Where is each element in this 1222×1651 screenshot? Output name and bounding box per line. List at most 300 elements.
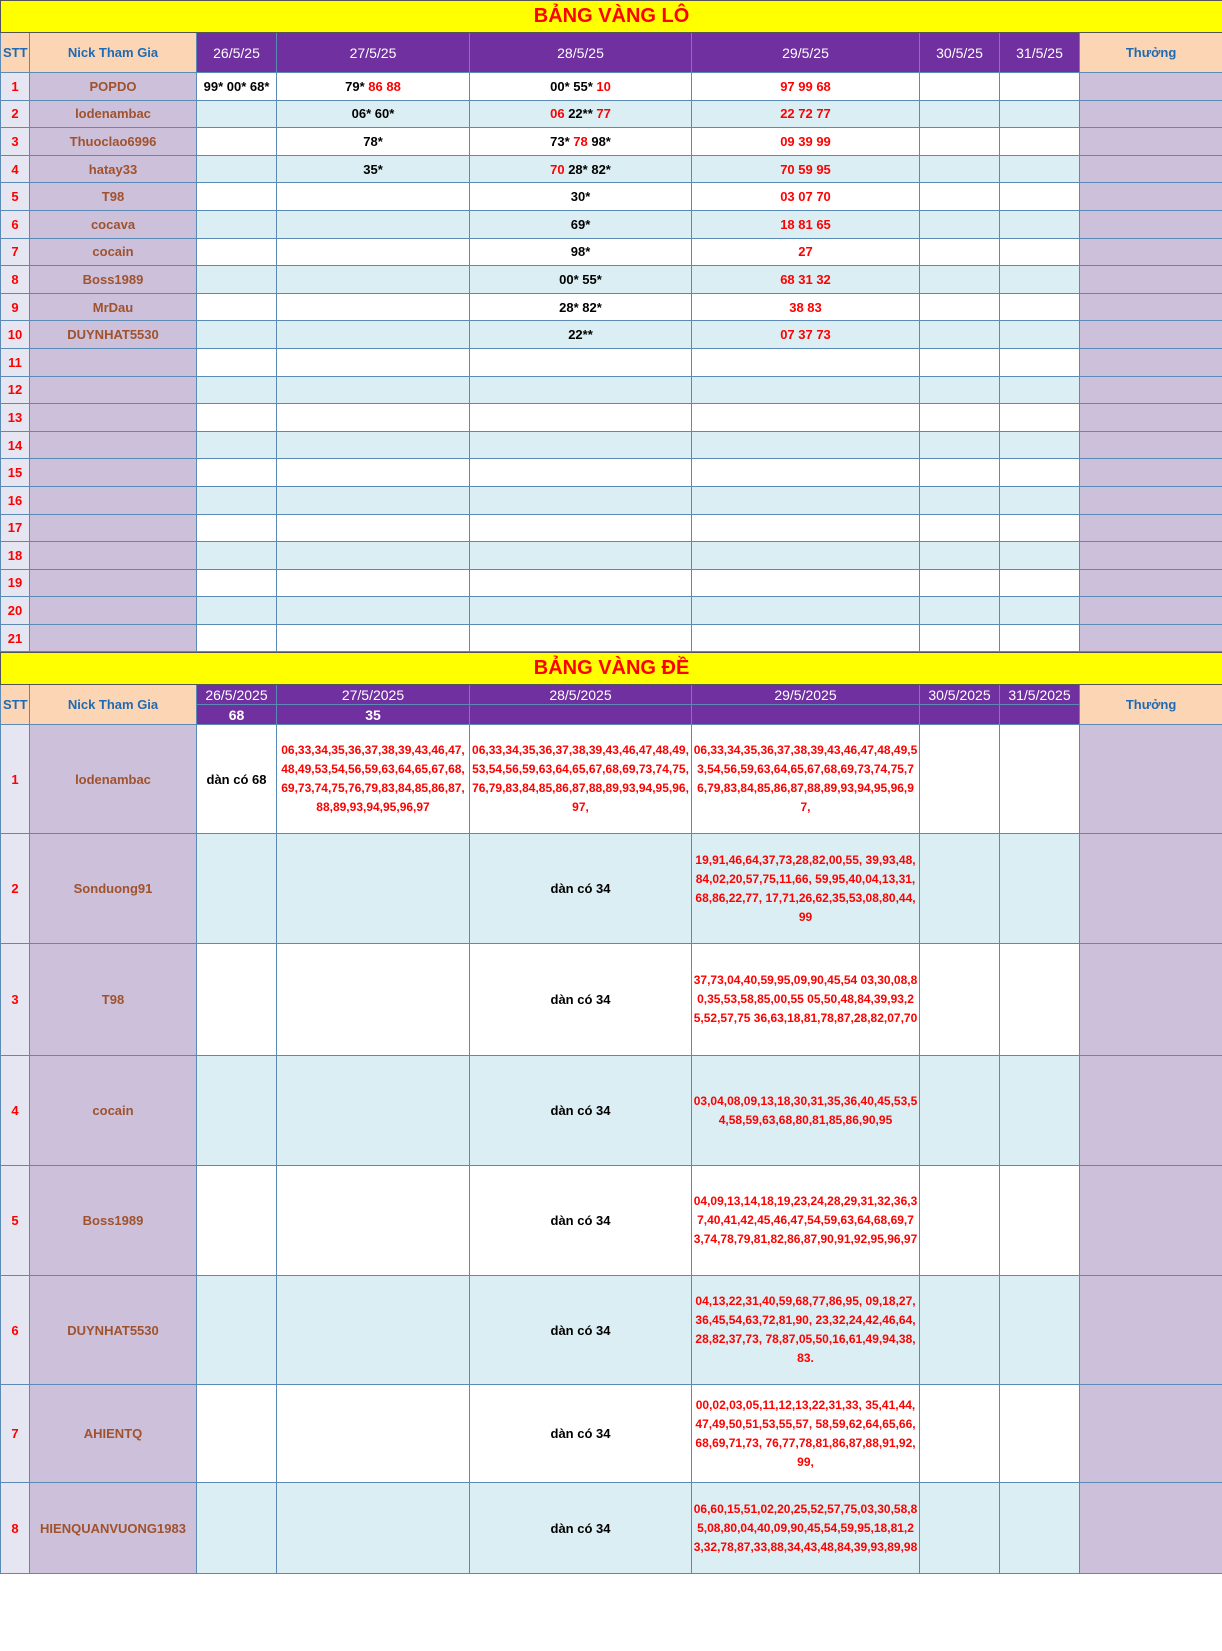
pick-cell	[470, 624, 692, 652]
prize-cell	[1080, 459, 1222, 487]
lo-header-date: 27/5/25	[277, 33, 470, 73]
prize-cell	[1080, 183, 1222, 211]
pick-cell	[470, 514, 692, 542]
table-row	[1, 597, 1222, 625]
pick-cell	[1000, 1166, 1080, 1276]
pick-cell	[1000, 183, 1080, 211]
pick-cell	[197, 486, 277, 514]
pick-cell	[920, 542, 1000, 570]
pick-cell	[197, 834, 277, 944]
prize-cell	[1080, 597, 1222, 625]
row-number: 4	[1, 155, 30, 183]
pick-cell	[470, 542, 692, 570]
prize-cell	[1080, 348, 1222, 376]
pick-cell: dàn có 34	[470, 1166, 692, 1276]
table-row	[1, 1483, 1222, 1574]
lo-header-date: 26/5/25	[197, 33, 277, 73]
de-header-date: 26/5/2025	[197, 685, 277, 705]
pick-cell	[277, 238, 470, 266]
nick-name	[30, 404, 197, 432]
pick-cell	[1000, 293, 1080, 321]
pick-cell: 00* 55* 10	[470, 73, 692, 101]
table-row	[1, 725, 1222, 834]
nick-name: DUYNHAT5530	[30, 321, 197, 349]
pick-cell	[1000, 542, 1080, 570]
row-number: 7	[1, 1385, 30, 1483]
row-number: 18	[1, 542, 30, 570]
prize-cell	[1080, 266, 1222, 294]
row-number: 20	[1, 597, 30, 625]
pick-cell	[197, 293, 277, 321]
pick-cell: 70 59 95	[692, 155, 920, 183]
pick-cell: 06* 60*	[277, 100, 470, 128]
pick-cell	[1000, 210, 1080, 238]
prize-cell	[1080, 376, 1222, 404]
nick-name: AHIENTQ	[30, 1385, 197, 1483]
pick-cell	[1000, 238, 1080, 266]
pick-cell	[1000, 376, 1080, 404]
pick-cell	[692, 624, 920, 652]
pick-cell	[1000, 1276, 1080, 1385]
de-title: BẢNG VÀNG ĐỀ	[1, 653, 1222, 685]
table-row	[1, 210, 1222, 238]
nick-name: DUYNHAT5530	[30, 1276, 197, 1385]
pick-cell	[277, 459, 470, 487]
nick-name: cocain	[30, 1056, 197, 1166]
pick-cell	[197, 569, 277, 597]
nick-name: hatay33	[30, 155, 197, 183]
pick-cell	[1000, 404, 1080, 432]
pick-cell	[920, 1385, 1000, 1483]
nick-name	[30, 431, 197, 459]
nick-name: cocava	[30, 210, 197, 238]
pick-cell: 28* 82*	[470, 293, 692, 321]
nick-name: MrDau	[30, 293, 197, 321]
row-number: 16	[1, 486, 30, 514]
pick-cell	[692, 404, 920, 432]
pick-cell	[1000, 597, 1080, 625]
de-header-stt: STT	[1, 685, 30, 725]
pick-cell	[470, 597, 692, 625]
pick-cell	[1000, 1385, 1080, 1483]
pick-cell: 18 81 65	[692, 210, 920, 238]
pick-cell: 09 39 99	[692, 128, 920, 156]
pick-cell: 04,13,22,31,40,59,68,77,86,95, 09,18,27,36,45,54,63,72,81,90, 23,32,24,42,46,64,28,82,37,73, 78,87,05,50,16,61,49,94,38,83.	[692, 1276, 920, 1385]
pick-cell	[197, 597, 277, 625]
pick-cell	[277, 404, 470, 432]
de-table	[0, 652, 1222, 1574]
table-row	[1, 514, 1222, 542]
nick-name	[30, 348, 197, 376]
row-number: 10	[1, 321, 30, 349]
pick-cell: dàn có 34	[470, 1056, 692, 1166]
pick-cell	[692, 486, 920, 514]
prize-cell	[1080, 1483, 1222, 1574]
pick-cell	[470, 569, 692, 597]
pick-cell	[692, 348, 920, 376]
pick-cell	[920, 431, 1000, 459]
lo-header-prize: Thưởng	[1080, 33, 1222, 73]
row-number: 12	[1, 376, 30, 404]
nick-name	[30, 542, 197, 570]
row-number: 3	[1, 944, 30, 1056]
prize-cell	[1080, 321, 1222, 349]
pick-cell: 38 83	[692, 293, 920, 321]
row-number: 5	[1, 1166, 30, 1276]
pick-cell	[277, 1276, 470, 1385]
table-row	[1, 1166, 1222, 1276]
pick-cell	[277, 183, 470, 211]
pick-cell: dàn có 34	[470, 834, 692, 944]
pick-cell	[920, 100, 1000, 128]
pick-cell	[920, 1483, 1000, 1574]
pick-cell	[920, 569, 1000, 597]
pick-cell	[920, 183, 1000, 211]
nick-name: T98	[30, 183, 197, 211]
pick-cell: 27	[692, 238, 920, 266]
pick-cell	[920, 1166, 1000, 1276]
table-row	[1, 183, 1222, 211]
nick-name: Boss1989	[30, 266, 197, 294]
table-row	[1, 1276, 1222, 1385]
pick-cell	[920, 725, 1000, 834]
lo-table	[0, 0, 1222, 652]
pick-cell	[1000, 73, 1080, 101]
nick-name: cocain	[30, 238, 197, 266]
de-result: 68	[197, 705, 277, 725]
pick-cell	[920, 404, 1000, 432]
pick-cell	[692, 431, 920, 459]
lo-header-date: 31/5/25	[1000, 33, 1080, 73]
row-number: 11	[1, 348, 30, 376]
pick-cell: dàn có 34	[470, 1483, 692, 1574]
prize-cell	[1080, 569, 1222, 597]
nick-name: POPDO	[30, 73, 197, 101]
prize-cell	[1080, 624, 1222, 652]
row-number: 3	[1, 128, 30, 156]
row-number: 15	[1, 459, 30, 487]
table-row	[1, 1385, 1222, 1483]
pick-cell	[277, 293, 470, 321]
row-number: 9	[1, 293, 30, 321]
nick-name	[30, 624, 197, 652]
pick-cell: 06,60,15,51,02,20,25,52,57,75,03,30,58,85,08,80,04,40,09,90,45,54,59,95,18,81,23,32,78,87,33,88,34,43,48,84,39,93,89,98	[692, 1483, 920, 1574]
row-number: 1	[1, 725, 30, 834]
pick-cell: 35*	[277, 155, 470, 183]
lo-header-nick: Nick Tham Gia	[30, 33, 197, 73]
pick-cell	[277, 542, 470, 570]
pick-cell	[197, 376, 277, 404]
prize-cell	[1080, 238, 1222, 266]
table-row	[1, 569, 1222, 597]
lo-header-stt: STT	[1, 33, 30, 73]
pick-cell	[920, 486, 1000, 514]
table-row	[1, 486, 1222, 514]
prize-cell	[1080, 1166, 1222, 1276]
row-number: 8	[1, 266, 30, 294]
pick-cell: 07 37 73	[692, 321, 920, 349]
pick-cell	[920, 514, 1000, 542]
prize-cell	[1080, 404, 1222, 432]
de-header-date: 31/5/2025	[1000, 685, 1080, 705]
row-number: 14	[1, 431, 30, 459]
row-number: 19	[1, 569, 30, 597]
prize-cell	[1080, 514, 1222, 542]
pick-cell: 06,33,34,35,36,37,38,39,43,46,47,48,49,53,54,56,59,63,64,65,67,68,69,73,74,75,76,79,83,84,85,86,87,88,89,93,94,95,96,97,	[692, 725, 920, 834]
pick-cell	[277, 597, 470, 625]
pick-cell	[277, 376, 470, 404]
pick-cell: dàn có 34	[470, 1276, 692, 1385]
pick-cell	[277, 624, 470, 652]
pick-cell	[197, 459, 277, 487]
lo-header-date: 28/5/25	[470, 33, 692, 73]
pick-cell	[920, 944, 1000, 1056]
pick-cell	[197, 1166, 277, 1276]
pick-cell: 00* 55*	[470, 266, 692, 294]
pick-cell: dàn có 34	[470, 944, 692, 1056]
pick-cell: 73* 78 98*	[470, 128, 692, 156]
pick-cell	[920, 321, 1000, 349]
prize-cell	[1080, 542, 1222, 570]
pick-cell	[1000, 944, 1080, 1056]
table-row	[1, 321, 1222, 349]
pick-cell	[197, 1056, 277, 1166]
nick-name	[30, 597, 197, 625]
prize-cell	[1080, 73, 1222, 101]
pick-cell	[920, 348, 1000, 376]
pick-cell	[692, 514, 920, 542]
pick-cell	[692, 597, 920, 625]
prize-cell	[1080, 128, 1222, 156]
pick-cell	[277, 1483, 470, 1574]
prize-cell	[1080, 155, 1222, 183]
nick-name	[30, 569, 197, 597]
row-number: 2	[1, 834, 30, 944]
pick-cell	[470, 486, 692, 514]
pick-cell	[277, 486, 470, 514]
pick-cell: 06,33,34,35,36,37,38,39,43,46,47,48,49,53,54,56,59,63,64,65,67,68,69,73,74,75,76,79,83,84,85,86,87,88,89,93,94,95,96,97	[277, 725, 470, 834]
row-number: 7	[1, 238, 30, 266]
table-row	[1, 624, 1222, 652]
pick-cell: 03 07 70	[692, 183, 920, 211]
de-header-date: 30/5/2025	[920, 685, 1000, 705]
row-number: 6	[1, 210, 30, 238]
pick-cell	[1000, 569, 1080, 597]
pick-cell: dàn có 34	[470, 1385, 692, 1483]
nick-name	[30, 459, 197, 487]
pick-cell	[1000, 321, 1080, 349]
table-row	[1, 431, 1222, 459]
row-number: 17	[1, 514, 30, 542]
pick-cell	[197, 624, 277, 652]
pick-cell	[197, 404, 277, 432]
table-row	[1, 73, 1222, 101]
pick-cell: 22**	[470, 321, 692, 349]
pick-cell	[197, 183, 277, 211]
row-number: 21	[1, 624, 30, 652]
table-row	[1, 155, 1222, 183]
pick-cell	[197, 431, 277, 459]
pick-cell	[277, 834, 470, 944]
pick-cell	[692, 542, 920, 570]
pick-cell	[470, 376, 692, 404]
pick-cell	[470, 459, 692, 487]
nick-name	[30, 486, 197, 514]
pick-cell: 70 28* 82*	[470, 155, 692, 183]
pick-cell	[277, 569, 470, 597]
table-row	[1, 376, 1222, 404]
pick-cell	[920, 1276, 1000, 1385]
table-row	[1, 404, 1222, 432]
pick-cell	[277, 431, 470, 459]
pick-cell	[277, 1056, 470, 1166]
pick-cell: 68 31 32	[692, 266, 920, 294]
pick-cell: 79* 86 88	[277, 73, 470, 101]
table-row	[1, 542, 1222, 570]
pick-cell	[920, 1056, 1000, 1166]
pick-cell	[277, 321, 470, 349]
nick-name: Sonduong91	[30, 834, 197, 944]
pick-cell	[1000, 725, 1080, 834]
pick-cell	[920, 293, 1000, 321]
lo-header-date: 30/5/25	[920, 33, 1000, 73]
pick-cell	[920, 624, 1000, 652]
table-row	[1, 238, 1222, 266]
prize-cell	[1080, 1276, 1222, 1385]
pick-cell	[1000, 128, 1080, 156]
prize-cell	[1080, 1056, 1222, 1166]
pick-cell	[197, 155, 277, 183]
pick-cell: 04,09,13,14,18,19,23,24,28,29,31,32,36,37,40,41,42,45,46,47,54,59,63,64,68,69,73,74,78,79,81,82,86,87,90,91,92,95,96,97	[692, 1166, 920, 1276]
row-number: 5	[1, 183, 30, 211]
table-row	[1, 944, 1222, 1056]
pick-cell	[277, 1385, 470, 1483]
pick-cell	[470, 431, 692, 459]
row-number: 13	[1, 404, 30, 432]
lo-title: BẢNG VÀNG LÔ	[1, 1, 1222, 33]
pick-cell	[920, 155, 1000, 183]
pick-cell: 30*	[470, 183, 692, 211]
pick-cell	[197, 128, 277, 156]
row-number: 4	[1, 1056, 30, 1166]
pick-cell	[197, 321, 277, 349]
de-header-nick: Nick Tham Gia	[30, 685, 197, 725]
table-row	[1, 266, 1222, 294]
pick-cell	[920, 128, 1000, 156]
pick-cell	[197, 348, 277, 376]
nick-name: HIENQUANVUONG1983	[30, 1483, 197, 1574]
table-row	[1, 459, 1222, 487]
pick-cell: 98*	[470, 238, 692, 266]
nick-name: lodenambac	[30, 725, 197, 834]
table-row	[1, 348, 1222, 376]
pick-cell	[692, 459, 920, 487]
pick-cell: 06,33,34,35,36,37,38,39,43,46,47,48,49,53,54,56,59,63,64,65,67,68,69,73,74,75,76,79,83,84,85,86,87,88,89,93,94,95,96,97,	[470, 725, 692, 834]
pick-cell	[1000, 834, 1080, 944]
pick-cell: 99* 00* 68*	[197, 73, 277, 101]
prize-cell	[1080, 431, 1222, 459]
pick-cell	[197, 1276, 277, 1385]
prize-cell	[1080, 100, 1222, 128]
pick-cell	[1000, 514, 1080, 542]
pick-cell	[1000, 431, 1080, 459]
prize-cell	[1080, 293, 1222, 321]
row-number: 8	[1, 1483, 30, 1574]
prize-cell	[1080, 210, 1222, 238]
de-result	[920, 705, 1000, 725]
pick-cell: 78*	[277, 128, 470, 156]
prize-cell	[1080, 486, 1222, 514]
pick-cell	[1000, 155, 1080, 183]
lo-header-date: 29/5/25	[692, 33, 920, 73]
pick-cell: 00,02,03,05,11,12,13,22,31,33, 35,41,44,47,49,50,51,53,55,57, 58,59,62,64,65,66,68,69,71,73, 76,77,78,81,86,87,88,91,92,99,	[692, 1385, 920, 1483]
pick-cell	[920, 73, 1000, 101]
pick-cell: 06 22** 77	[470, 100, 692, 128]
pick-cell: 03,04,08,09,13,18,30,31,35,36,40,45,53,54,58,59,63,68,80,81,85,86,90,95	[692, 1056, 920, 1166]
pick-cell	[920, 210, 1000, 238]
pick-cell	[920, 597, 1000, 625]
pick-cell	[197, 542, 277, 570]
pick-cell	[1000, 624, 1080, 652]
pick-cell	[920, 459, 1000, 487]
table-row	[1, 128, 1222, 156]
pick-cell	[197, 514, 277, 542]
de-result	[470, 705, 692, 725]
pick-cell	[1000, 266, 1080, 294]
de-header-date: 27/5/2025	[277, 685, 470, 705]
prize-cell	[1080, 725, 1222, 834]
pick-cell	[197, 266, 277, 294]
pick-cell	[920, 238, 1000, 266]
pick-cell	[197, 100, 277, 128]
prize-cell	[1080, 834, 1222, 944]
nick-name: T98	[30, 944, 197, 1056]
row-number: 1	[1, 73, 30, 101]
de-header-date: 29/5/2025	[692, 685, 920, 705]
pick-cell	[277, 266, 470, 294]
pick-cell	[1000, 348, 1080, 376]
pick-cell	[1000, 486, 1080, 514]
pick-cell	[197, 1483, 277, 1574]
pick-cell	[277, 210, 470, 238]
pick-cell	[920, 266, 1000, 294]
pick-cell	[470, 348, 692, 376]
pick-cell	[1000, 1483, 1080, 1574]
pick-cell: 19,91,46,64,37,73,28,82,00,55, 39,93,48,84,02,20,57,75,11,66, 59,95,40,04,13,31,68,86,22,77, 17,71,26,62,35,53,08,80,44,99	[692, 834, 920, 944]
row-number: 2	[1, 100, 30, 128]
de-header-prize: Thưởng	[1080, 685, 1222, 725]
table-row	[1, 293, 1222, 321]
pick-cell	[692, 569, 920, 597]
de-result	[692, 705, 920, 725]
de-header-date: 28/5/2025	[470, 685, 692, 705]
nick-name: Boss1989	[30, 1166, 197, 1276]
de-result: 35	[277, 705, 470, 725]
pick-cell: 97 99 68	[692, 73, 920, 101]
pick-cell	[197, 238, 277, 266]
table-row	[1, 100, 1222, 128]
pick-cell	[470, 404, 692, 432]
pick-cell	[197, 1385, 277, 1483]
pick-cell: 22 72 77	[692, 100, 920, 128]
pick-cell	[277, 514, 470, 542]
pick-cell	[920, 834, 1000, 944]
row-number: 6	[1, 1276, 30, 1385]
prize-cell	[1080, 944, 1222, 1056]
nick-name	[30, 376, 197, 404]
nick-name: Thuoclao6996	[30, 128, 197, 156]
prize-cell	[1080, 1385, 1222, 1483]
